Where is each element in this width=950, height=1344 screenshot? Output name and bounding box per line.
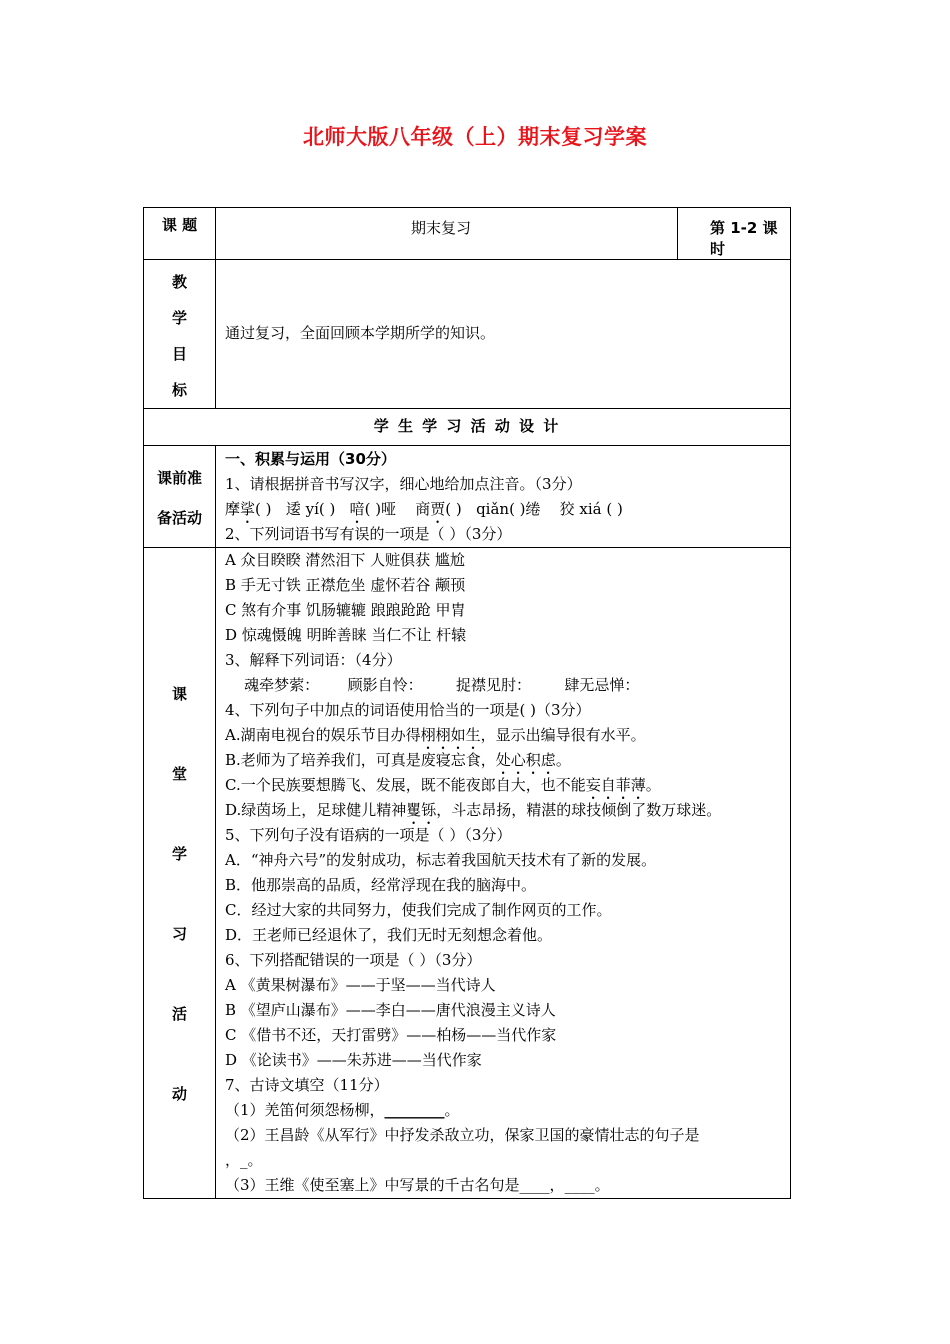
section-title: 一、积累与运用（30分） xyxy=(225,450,396,468)
dotted-phrase: 妄自菲薄 xyxy=(585,776,646,794)
q2-option: B 手无寸铁 正襟危坐 虚怀若谷 颟顸 xyxy=(225,576,466,594)
q7-item-3: （3）王维《使至塞上》中写景的千古名句是____，____。 xyxy=(225,1176,610,1194)
q1-item: 狡 xiá ( ) xyxy=(559,500,623,518)
answer-blank: ________ xyxy=(384,1101,445,1119)
q6-option: C 《借书不还，天打雷劈》——柏杨——当代作家 xyxy=(225,1026,557,1044)
q4-option-a: A.湖南电视台的娱乐节目办得栩栩如生，显示出编导很有水平。 xyxy=(225,726,646,744)
lesson-plan-table xyxy=(143,207,791,1199)
design-header-row xyxy=(144,409,791,446)
page-title: 北师大版八年级（上）期末复习学案 xyxy=(303,125,647,149)
in-class-label-char: 课 xyxy=(171,685,187,703)
in-class-content xyxy=(216,548,791,1199)
goals-label-char: 目 xyxy=(171,345,187,363)
q2-option: D 惊魂慑魄 明眸善睐 当仁不让 杆辕 xyxy=(225,626,467,644)
q1-item: 摩挲( ) xyxy=(225,500,272,518)
q1-item: 喑( )哑 xyxy=(349,500,397,518)
q2-option: C 煞有介事 饥肠辘辘 踉踉跄跄 甲胄 xyxy=(225,601,466,619)
q7-item-2-cont: ，_。 xyxy=(225,1151,263,1169)
dotted-phrase: 矍铄 xyxy=(406,801,437,819)
pre-class-label-cell xyxy=(144,446,216,548)
in-class-label-char: 习 xyxy=(171,925,187,943)
question-4: 4、下列句子中加点的词语使用恰当的一项是( )（3分） xyxy=(225,701,591,719)
pre-class-content xyxy=(216,446,791,548)
dotted-phrase: 处心积虑 xyxy=(495,751,556,769)
question-1-items xyxy=(216,497,790,522)
topic-row xyxy=(144,208,791,260)
answer-blank: ____ xyxy=(519,1176,550,1194)
q5-option: A．“神舟六号”的发射成功，标志着我国航天技术有了新的发展。 xyxy=(225,851,657,869)
q3-terms: 魂牵梦萦： 顾影自怜： 捉襟见肘： 肆无忌惮： xyxy=(225,676,640,694)
q1-item: qiǎn( )绻 xyxy=(476,500,541,518)
goals-label-char: 教 xyxy=(171,273,187,291)
q4-option-d: D.绿茵场上，足球健儿精神矍铄，斗志昂扬，精湛的球技倾倒了数万球迷。 xyxy=(225,801,722,819)
dotted-char: 贾 xyxy=(430,500,446,518)
q5-option: D．王老师已经退休了，我们无时无刻想念着他。 xyxy=(225,926,553,944)
q6-option: A 《黄果树瀑布》——于坚——当代诗人 xyxy=(225,976,496,994)
q4-option-c: C.一个民族要想腾飞、发展，既不能夜郎自大，也不能妄自菲薄。 xyxy=(225,776,661,794)
period-cell xyxy=(678,208,791,260)
question-1: 1、请根据拼音书写汉字，细心地给加点注音。（3分） xyxy=(225,475,582,493)
in-class-row xyxy=(144,548,791,1199)
goals-text: 通过复习，全面回顾本学期所学的知识。 xyxy=(225,324,496,342)
question-5: 5、下列句子没有语病的一项是（ ）（3分） xyxy=(225,826,512,844)
q2-option: A 众目睽睽 潸然泪下 人赃俱获 尴尬 xyxy=(225,551,465,569)
goals-row xyxy=(144,260,791,409)
in-class-label-cell xyxy=(144,548,216,1199)
topic-label: 课 题 xyxy=(161,216,198,234)
dotted-char: 喑 xyxy=(349,500,365,518)
dotted-char: 挲 xyxy=(240,500,256,518)
answer-blank: ____ xyxy=(564,1176,595,1194)
q5-option: B．他那崇高的品质，经常浮现在我的脑海中。 xyxy=(225,876,537,894)
in-class-label-char: 动 xyxy=(171,1085,187,1103)
q4-option-b: B.老师为了培养我们，可真是废寝忘食，处心积虑。 xyxy=(225,751,571,769)
period-value: 第 1-2 课时 xyxy=(710,219,778,258)
q7-item-2: （2）王昌龄《从军行》中抒发杀敌立功，保家卫国的豪情壮志的句子是 xyxy=(225,1126,700,1144)
q1-item: 逶 yí( ) xyxy=(285,500,336,518)
topic-cell xyxy=(216,208,678,260)
q7-item-1: （1）羌笛何须怨杨柳，________。 xyxy=(225,1101,460,1119)
question-7: 7、古诗文填空（11分） xyxy=(225,1076,389,1094)
q1-item: 商贾( ) xyxy=(415,500,462,518)
q5-option: C．经过大家的共同努力，使我们完成了制作网页的工作。 xyxy=(225,901,612,919)
topic-label-cell xyxy=(144,208,216,260)
goals-label-char: 标 xyxy=(171,381,187,399)
question-6: 6、下列搭配错误的一项是（ ）（3分） xyxy=(225,951,482,969)
question-3: 3、解释下列词语：（4分） xyxy=(225,651,402,669)
in-class-label-char: 堂 xyxy=(171,765,187,783)
question-2: 2、下列词语书写有误的一项是（ ）（3分） xyxy=(225,525,512,543)
in-class-label-char: 活 xyxy=(171,1005,187,1023)
dotted-phrase: 栩栩如生 xyxy=(420,726,481,744)
pre-class-label-line: 备活动 xyxy=(156,509,202,527)
q6-option: D 《论读书》——朱苏进——当代作家 xyxy=(225,1051,482,1069)
goals-label-char: 学 xyxy=(171,309,187,327)
pre-class-label-line: 课前准 xyxy=(156,469,202,487)
goals-cell xyxy=(216,260,791,409)
topic-value: 期末复习 xyxy=(411,219,472,237)
answer-blank: _ xyxy=(240,1151,248,1169)
goals-label-cell xyxy=(144,260,216,409)
q6-option: B 《望庐山瀑布》——李白——唐代浪漫主义诗人 xyxy=(225,1001,556,1019)
design-header: 学 生 学 习 活 动 设 计 xyxy=(373,417,561,435)
in-class-label-char: 学 xyxy=(171,845,187,863)
pre-class-row xyxy=(144,446,791,548)
design-header-cell xyxy=(144,409,791,446)
